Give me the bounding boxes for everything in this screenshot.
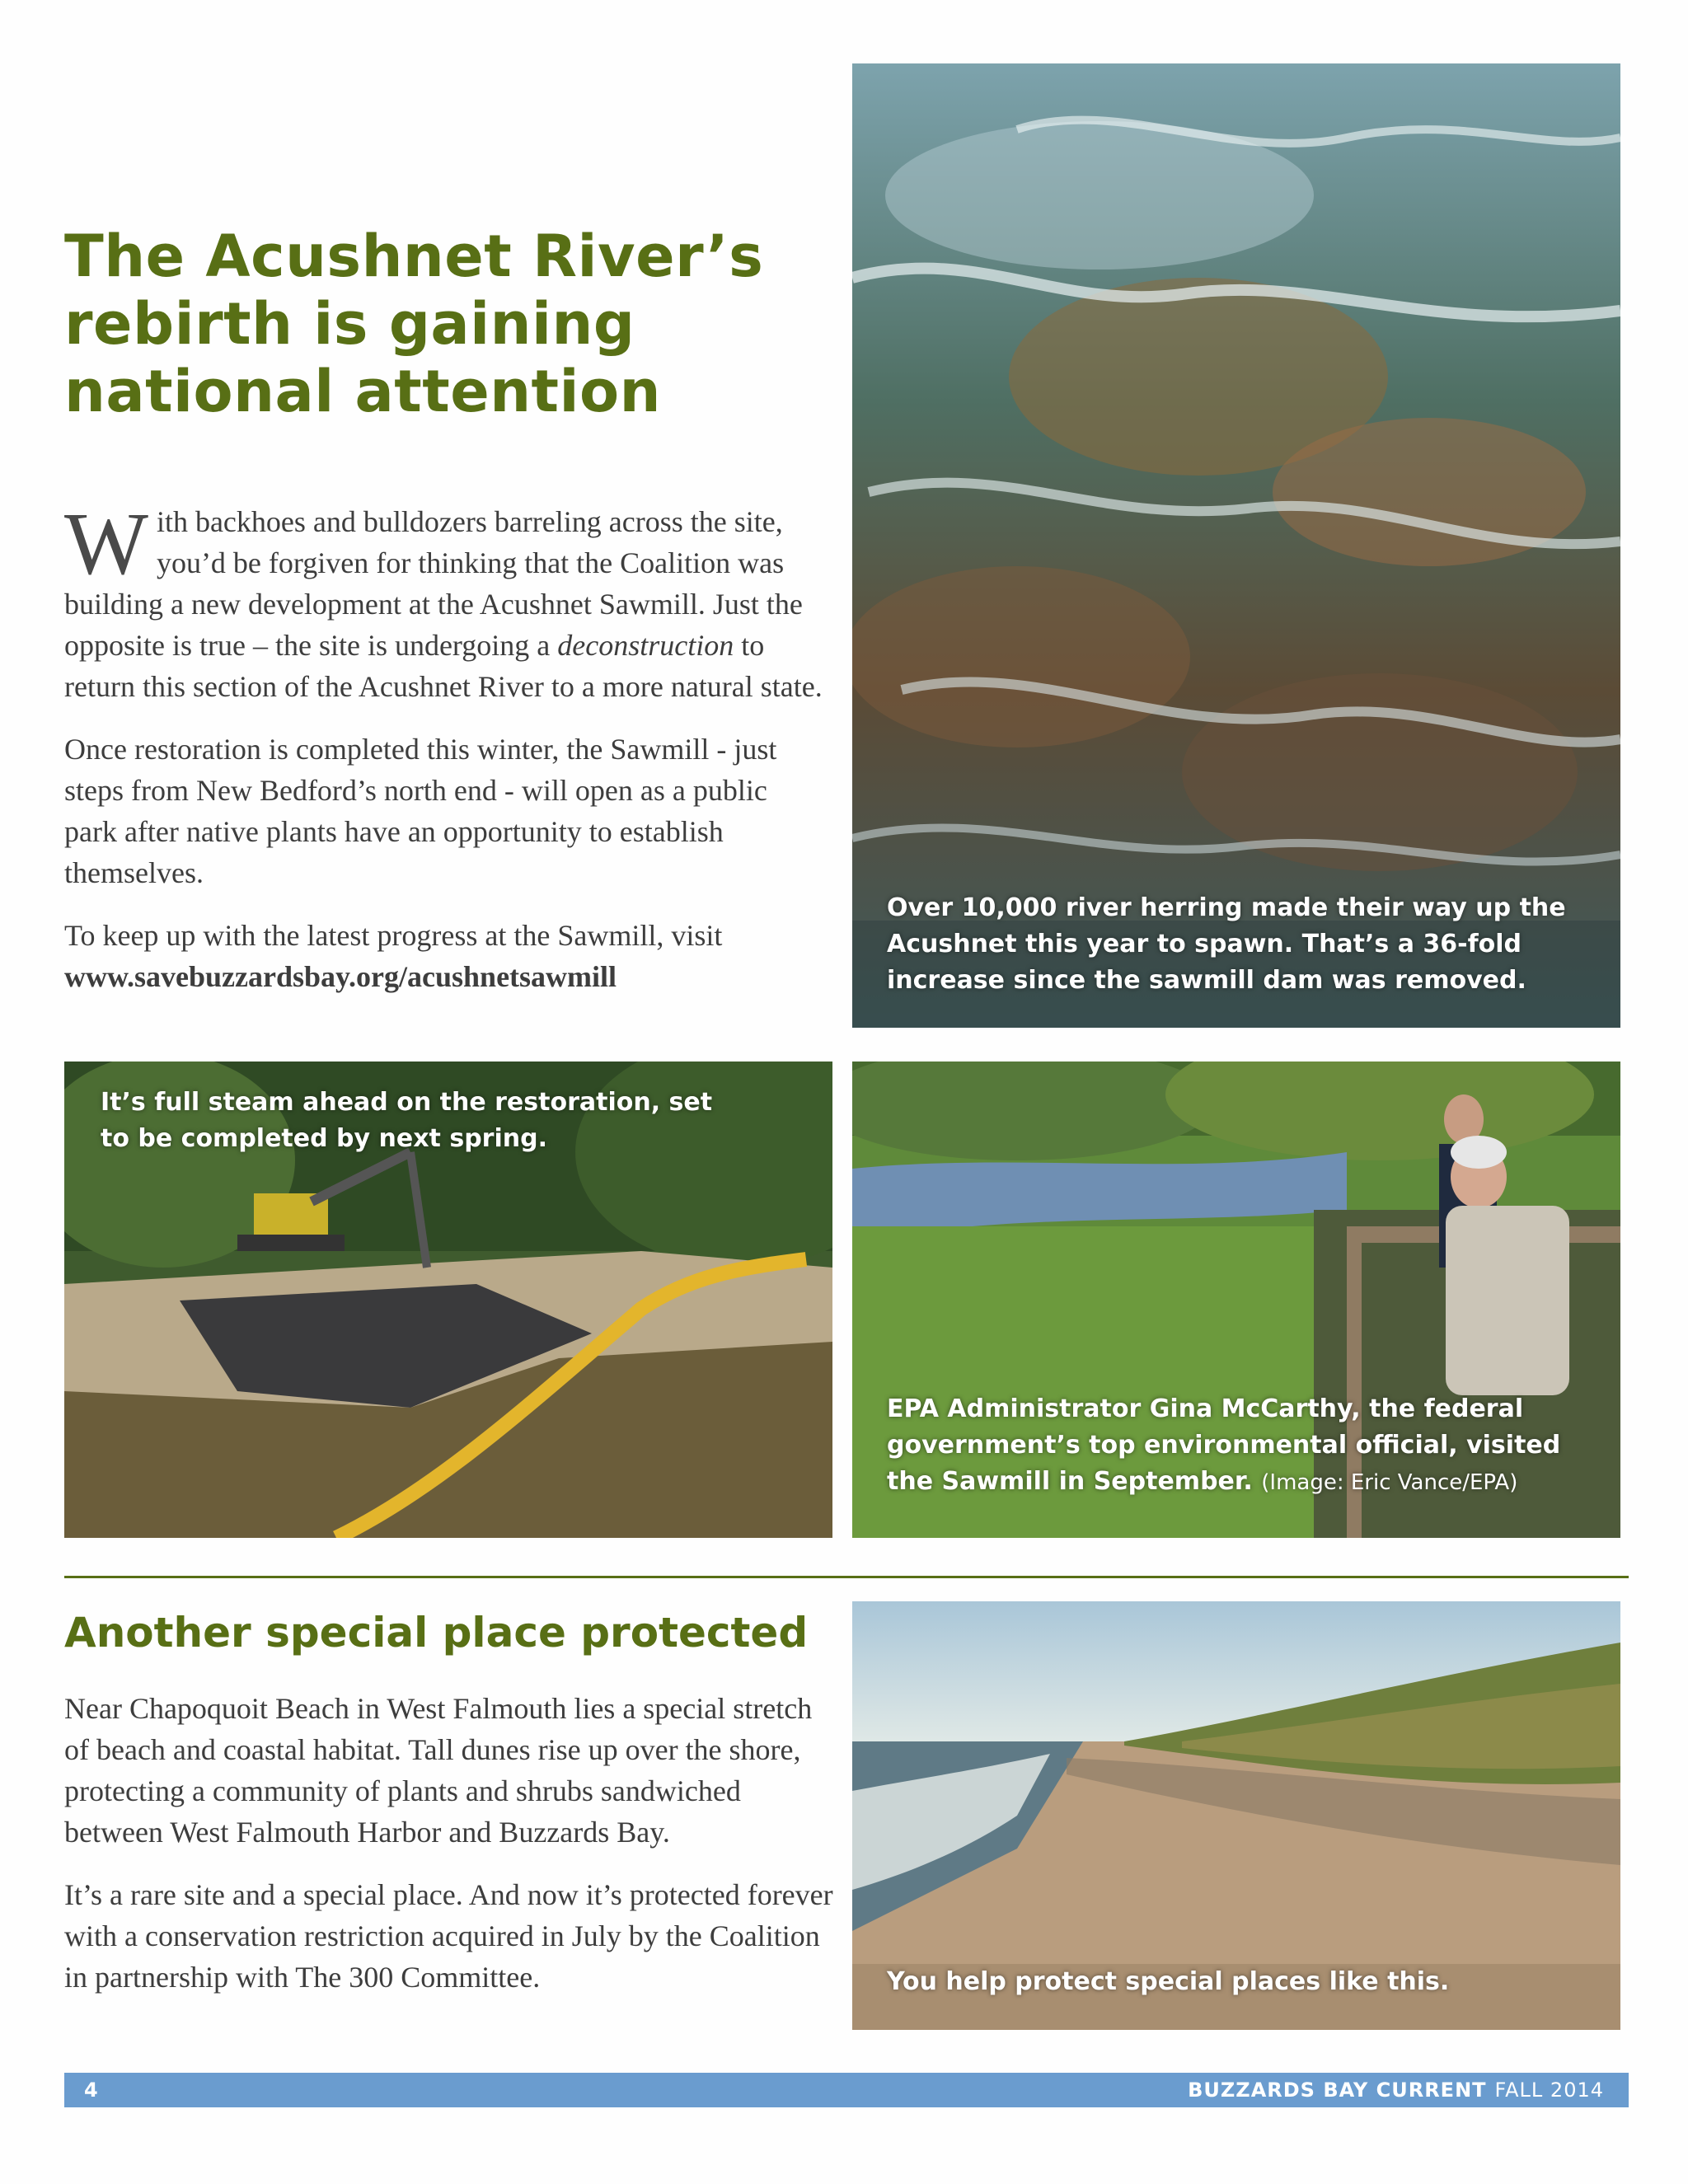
river-herring-photo — [852, 63, 1620, 1028]
drop-cap: W — [64, 495, 148, 593]
article-body — [64, 495, 823, 1019]
epa-photo-credit: (Image: Eric Vance/EPA) — [1261, 1470, 1518, 1495]
sawmill-link[interactable]: www.savebuzzardsbay.org/acushnetsawmill — [64, 960, 617, 993]
article-2-paragraph-2: It’s a rare site and a special place. And now it’s protected forever with a conservation restriction acquired in July by the Coalition in partnership with The 300 Committee. — [64, 1878, 833, 1994]
issue-season: FALL 2014 — [1494, 2079, 1604, 2102]
beach-caption: You help protect special places like this. — [887, 1967, 1450, 1996]
paragraph-1-text-b: to return this section of the Acushnet River to a more natural state. — [64, 629, 823, 703]
page-number: 4 — [84, 2079, 98, 2102]
epa-caption-text: EPA Administrator Gina McCarthy, the federal government’s top environmental official, visited the Sawmill in September. — [887, 1394, 1561, 1496]
construction-photo — [64, 1062, 832, 1538]
epa-visit-photo — [852, 1062, 1620, 1538]
article-2-body — [64, 1688, 839, 2019]
epa-caption — [887, 1391, 1612, 1501]
paragraph-1-emphasis: deconstruction — [557, 629, 734, 662]
article-2-paragraph-1: Near Chapoquoit Beach in West Falmouth lies a special stretch of beach and coastal habitat. Tall dunes rise up over the shore, protecting a community of plants and shrubs sandwiched between West Falmouth Harbor and Buzzards Bay. — [64, 1692, 813, 1849]
beach-photo — [852, 1601, 1620, 2030]
construction-caption: It’s full steam ahead on the restoration, set to be completed by next spring. — [101, 1088, 713, 1153]
publication-info — [1188, 2073, 1604, 2107]
paragraph-1-text-a: ith backhoes and bulldozers barreling across the site, you’d be forgiven for thinking that the Coalition was building a new development at the Acushnet Sawmill. Just the opposite is true – the site is undergoing a — [64, 505, 803, 662]
paragraph-3 — [64, 915, 823, 997]
river-herring-caption: Over 10,000 river herring made their way up the Acushnet this year to spawn. That’s a 36-fold increase since the sawmill dam was removed. — [887, 893, 1566, 995]
paragraph-2: Once restoration is completed this winter, the Sawmill - just steps from New Bedford’s north end - will open as a public park after native plants have an opportunity to establish themselves. — [64, 733, 777, 889]
paragraph-1 — [64, 495, 823, 707]
article-title: The Acushnet River’s rebirth is gaining national attention — [64, 223, 764, 425]
river-water-image — [852, 63, 1620, 1028]
footer-bar — [64, 2073, 1629, 2107]
article-2-title: Another special place protected — [64, 1609, 809, 1657]
section-divider — [64, 1576, 1629, 1578]
publication-name: BUZZARDS BAY CURRENT — [1188, 2079, 1487, 2102]
paragraph-3-text: To keep up with the latest progress at the Sawmill, visit — [64, 919, 723, 952]
